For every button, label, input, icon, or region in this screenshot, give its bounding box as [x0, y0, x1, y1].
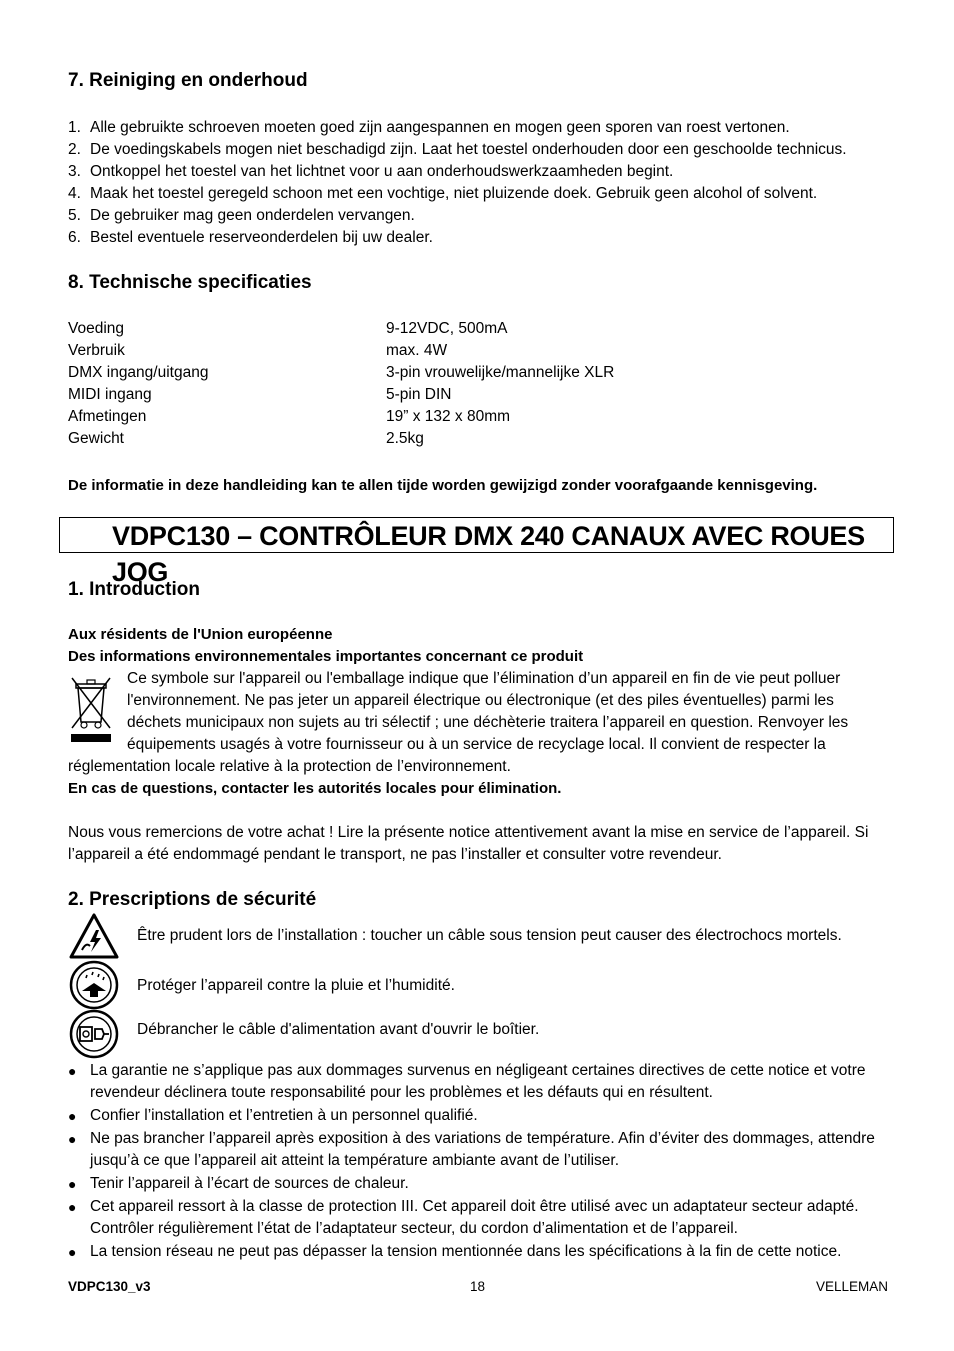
warning-rain-text: Protéger l’appareil contre la pluie et l’humidité.: [137, 977, 455, 994]
list-item: ● Ne pas brancher l’appareil après exposition à des variations de température. Afin d’éviter des dommages, attendre jusqu’à ce que l’appareil ait atteint la température ambiante avant de l’utiliser.: [68, 1130, 875, 1169]
warning-unplug-text: Débrancher le câble d'alimentation avant d'ouvrir le boîtier.: [137, 1021, 540, 1038]
maintenance-list: [68, 117, 898, 249]
weee-text: Ce symbole sur l'appareil ou l'emballage indique que l’élimination d’un appareil en fin de vie peut polluer l'environnement. Ne pas jeter un appareil électrique ou électronique (et des piles éventuelles) parmi les déchets municipaux non sujets au tri sélectif ; une déchèterie traitera l’appareil en question. Renvoyer les équipements usagés à votre fournisseur ou à un service de recyclage local. Il convient de respecter la: [127, 670, 849, 753]
eu-heading: Aux résidents de l'Union européenne: [68, 626, 333, 643]
footer-brand: VELLEMAN: [816, 1279, 889, 1294]
french-section-title: VDPC130 – CONTRÔLEUR DMX 240 CANAUX AVEC ROUES JOG: [59, 517, 894, 553]
page-number: 18: [470, 1279, 486, 1294]
list-item: 2. De voedingskabels mogen niet beschadigd zijn. Laat het toestel onderhouden door een geschoolde technicus.: [68, 141, 847, 158]
list-item: 3. Ontkoppel het toestel van het lichtnet voor u aan onderhoudswerkzaamheden begint.: [68, 163, 674, 180]
list-item: 6. Bestel eventuele reserveonderdelen bij uw dealer.: [68, 229, 433, 246]
weee-bin-icon: [68, 676, 114, 746]
contact-note: En cas de questions, contacter les autorités locales pour élimination.: [68, 780, 562, 797]
spec-row: Afmetingen 19” x 132 x 80mm: [68, 408, 511, 425]
unplug-power-icon: [68, 1009, 120, 1059]
spec-table: [68, 318, 768, 450]
list-item: ● Tenir l’appareil à l’écart de sources de chaleur.: [68, 1175, 409, 1192]
list-item: 4. Maak het toestel geregeld schoon met een vochtige, niet pluizende doek. Gebruik geen alcohol of solvent.: [68, 185, 818, 202]
list-item: ● Cet appareil ressort à la classe de protection III. Cet appareil doit être utilisé avec un adaptateur secteur adapté. Contrôler régulièrement l’état de l’adaptateur secteur, du cordon d’alimentation et de l’appareil.: [68, 1198, 859, 1237]
electric-shock-warning-icon: [68, 912, 120, 960]
thanks-paragraph: Nous vous remercions de votre achat ! Lire la présente notice attentivement avant la mise en service de l’appareil. Si l’appareil a été endommagé pendant le transport, ne pas l’installer et consulter votre revendeur.: [68, 824, 869, 863]
weee-text-tail: réglementation locale relative à la protection de l’environnement.: [68, 758, 511, 775]
spec-row: Gewicht 2.5kg: [68, 430, 424, 447]
list-item: ● Confier l’installation et l’entretien à un personnel qualifié.: [68, 1107, 478, 1124]
footer-doc-id: VDPC130_v3: [68, 1279, 151, 1294]
section-7-title: 7. Reiniging en onderhoud: [68, 70, 308, 91]
spec-row: Verbruik max. 4W: [68, 342, 448, 359]
list-item: 5. De gebruiker mag geen onderdelen vervangen.: [68, 207, 415, 224]
intro-title: 1. Introduction: [68, 579, 200, 600]
spec-row: MIDI ingang 5-pin DIN: [68, 386, 452, 403]
spec-row: DMX ingang/uitgang 3-pin vrouwelijke/mannelijke XLR: [68, 364, 615, 381]
list-item: 1. Alle gebruikte schroeven moeten goed zijn aangespannen en mogen geen sporen van roest vertonen.: [68, 119, 790, 136]
safety-bullet-list: [68, 1060, 898, 1263]
section-8-title: 8. Technische specificaties: [68, 272, 312, 293]
list-item: ● La garantie ne s’applique pas aux dommages survenus en négligeant certaines directives de cette notice et votre revendeur déclinera toute responsabilité pour les problèmes et les défauts qui en résultent.: [68, 1062, 866, 1101]
rain-protection-icon: [68, 960, 120, 1010]
spec-row: Voeding 9-12VDC, 500mA: [68, 320, 508, 337]
warning-shock-text: Être prudent lors de l’installation : toucher un câble sous tension peut causer des électrochocs mortels.: [137, 927, 842, 944]
list-item: ● La tension réseau ne peut pas dépasser la tension mentionnée dans les spécifications à la fin de cette notice.: [68, 1243, 842, 1260]
change-notice: De informatie in deze handleiding kan te allen tijde worden gewijzigd zonder voorafgaande kennisgeving.: [68, 477, 818, 494]
environment-heading: Des informations environnementales importantes concernant ce produit: [68, 648, 584, 665]
safety-title: 2. Prescriptions de sécurité: [68, 889, 317, 910]
